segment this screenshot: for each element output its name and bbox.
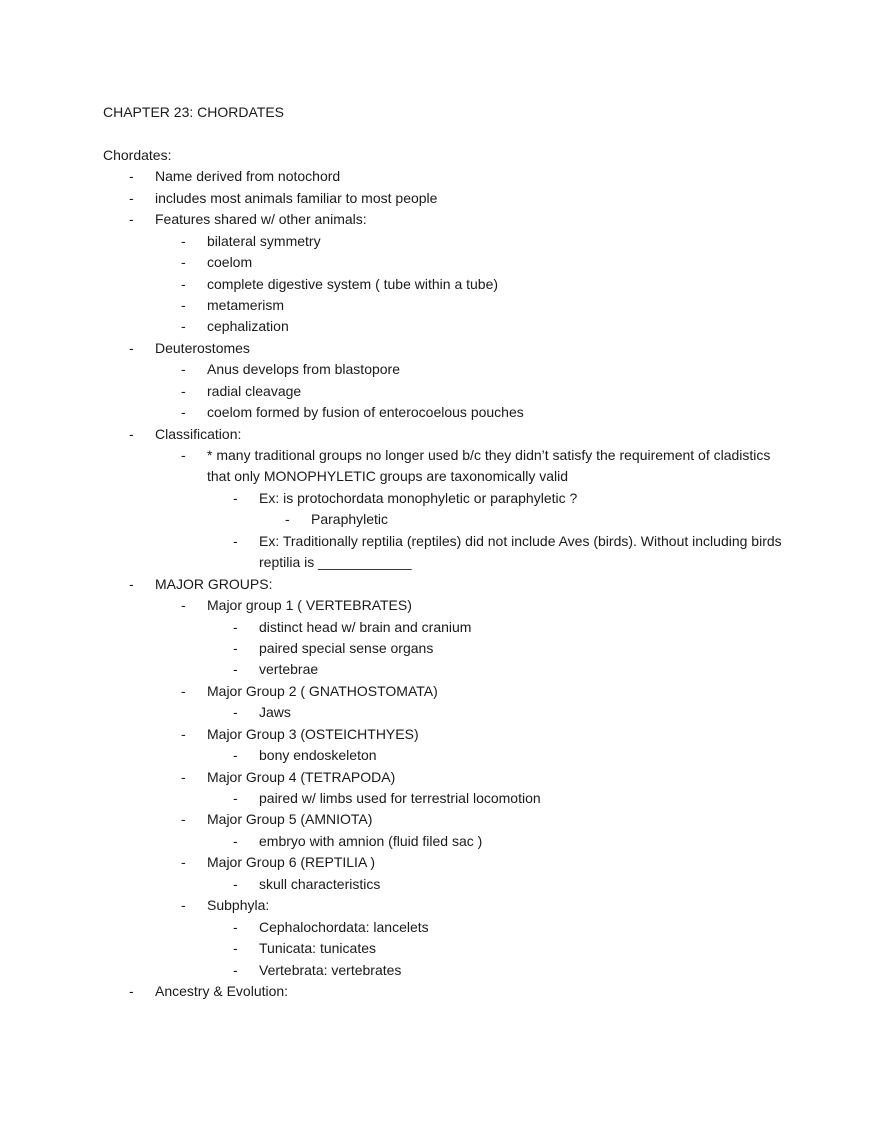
- bullet-dash: -: [129, 576, 134, 592]
- bullet-dash: -: [181, 404, 186, 420]
- bullet-dash: -: [181, 276, 186, 292]
- bullet-dash: -: [181, 726, 186, 742]
- bullet-dash: -: [129, 168, 134, 184]
- bullet-dash: -: [129, 983, 134, 999]
- bullet-dash: -: [233, 962, 238, 978]
- bullet-dash: -: [181, 233, 186, 249]
- bullet-dash: -: [233, 747, 238, 763]
- bullet-dash: -: [181, 447, 186, 463]
- bullet-dash: -: [233, 490, 238, 506]
- bullet-dash: -: [129, 211, 134, 227]
- bullet-dash: -: [181, 854, 186, 870]
- bullet-dash: -: [181, 597, 186, 613]
- bullet-dash: -: [233, 833, 238, 849]
- bullet-dash: -: [233, 619, 238, 635]
- bullet-dash: -: [129, 426, 134, 442]
- bullet-dash: -: [181, 897, 186, 913]
- bullet-dash: -: [233, 704, 238, 720]
- bullet-dash: -: [233, 790, 238, 806]
- document-page: CHAPTER 23: CHORDATES Chordates: - Name derived from notochord - includes most animals familiar to most people - Features shared w/ other animals: - bilateral symmetry - coelom - complete digestive system ( tube within a tube) - metamerism - cephalization - Deuterostomes - Anus develops from blastopore - radial cleavage - coelom formed by fusion of enterocoelous pouches - Classification: - * many traditional groups no longer used b/c they didn’t satisfy the requirement of cladistics that only MONOPHYLETIC groups are taxonomically valid - Ex: is protochordata monophyletic or paraphyletic ? - Paraphyletic - Ex: Traditionally reptilia (reptiles) did not include Aves (birds). Without including birds reptilia is ____________ - MAJOR GROUPS: - Major group 1 ( VERTEBRATES) - distinct head w/ brain and cranium - paired special sense organs - vertebrae - Major Group 2 ( GNATHOSTOMATA) - Jaws - Major Group 3 (OSTEICHTHYES) - bony endoskeleton - Major Group 4 (TETRAPODA) - paired w/ limbs used for terrestrial locomotion - Major Group 5 (AMNIOTA) - embryo with amnion (fluid filed sac ) - Major Group 6 (REPTILIA ) - skull characteristics - Subphyla: - Cephalochordata: lancelets - Tunicata: tunicates - Vertebrata: vertebrates - Ancestry & Evolution:: [0, 0, 880, 1139]
- bullet-dash: -: [233, 919, 238, 935]
- bullet-dash: -: [181, 297, 186, 313]
- bullet-dash: -: [233, 876, 238, 892]
- bullet-dash: -: [129, 190, 134, 206]
- bullet-dash: -: [181, 254, 186, 270]
- bullet-dash: -: [129, 340, 134, 356]
- bullet-dash: -: [181, 383, 186, 399]
- bullet-dash: -: [181, 318, 186, 334]
- bullet-dash: -: [233, 640, 238, 656]
- bullet-dash: -: [181, 683, 186, 699]
- bullet-dash: -: [181, 361, 186, 377]
- bullet-dash: -: [233, 940, 238, 956]
- bullet-dash: -: [181, 769, 186, 785]
- bullet-dash: -: [181, 811, 186, 827]
- bullet-dash: -: [285, 511, 290, 527]
- bullet-dash: -: [233, 661, 238, 677]
- bullet-dash: -: [233, 533, 238, 549]
